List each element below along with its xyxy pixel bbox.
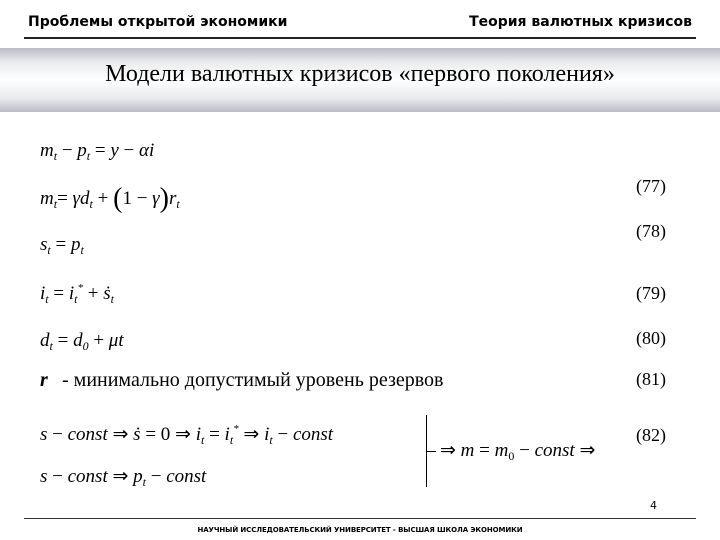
equation-ppp: $s_t = p_t$ [40, 234, 84, 257]
implication-line-1: s − const ⇒ ṡ = 0 ⇒ $i_t = i_t^*$ ⇒ $i_t$ − const [40, 423, 334, 447]
implication-bracket-tick [426, 451, 436, 452]
equation-number-81: (81) [636, 369, 666, 389]
equation-credit-growth: $d_t = d_0 + \mu t$ [40, 330, 124, 353]
reserve-note [40, 369, 443, 392]
reserve-note-text: - минимально допустимый уровень резервов [62, 369, 444, 391]
footer-divider [24, 518, 696, 519]
equation-number-80: (80) [636, 328, 666, 348]
equation-money-demand: $m_t - p_t = y - \alpha i$ [40, 140, 155, 163]
equation-uip: $i_t = i_t^*$ + ṡ$_t$ [40, 282, 114, 306]
implication-line-2: s − const ⇒ $p_t$ − const [40, 466, 207, 489]
footer-institution: НАУЧНЫЙ ИССЛЕДОВАТЕЛЬСКИЙ УНИВЕРСИТЕТ - ВЫСШАЯ ШКОЛА ЭКОНОМИКИ [197, 526, 523, 534]
equation-number-78: (78) [636, 221, 666, 241]
slide-title: Модели валютных кризисов «первого поколения» [105, 61, 615, 87]
header-right-title: Теория валютных кризисов [469, 14, 692, 30]
page-number: 4 [650, 499, 657, 512]
header-divider [24, 37, 696, 39]
implication-result: ⇒ $m = m_0$ − const ⇒ [440, 440, 596, 463]
header-left-title: Проблемы открытой экономики [28, 14, 288, 30]
reserve-symbol: r [40, 369, 48, 391]
equation-number-82: (82) [636, 425, 666, 445]
equation-number-79: (79) [636, 283, 666, 303]
equation-money-supply: $m_t= \gamma d_t + (1 - \gamma)r_t$ [40, 183, 180, 214]
equation-number-77: (77) [636, 176, 666, 196]
